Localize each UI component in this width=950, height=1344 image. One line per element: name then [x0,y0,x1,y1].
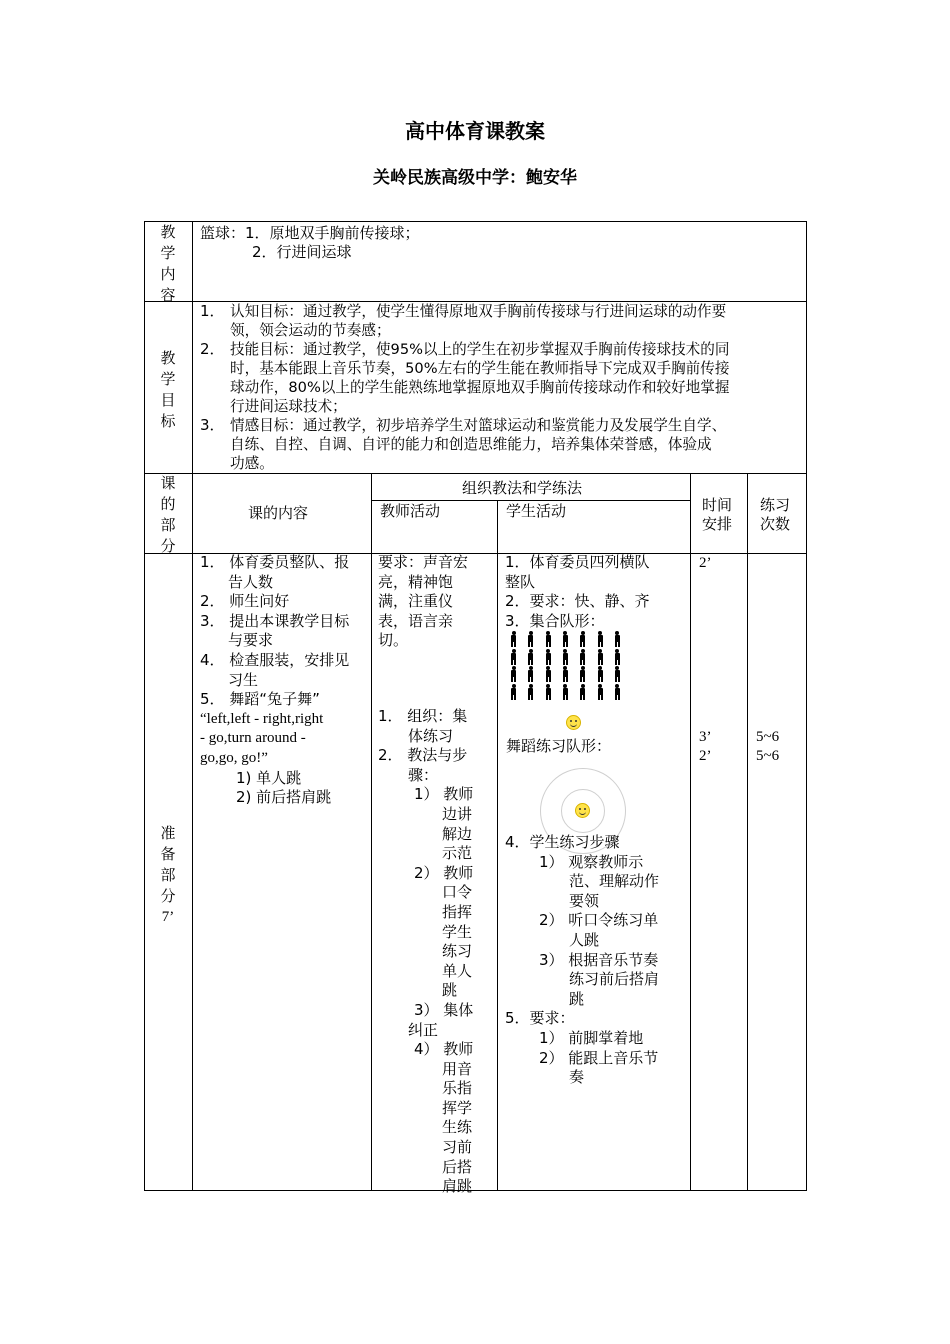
person-icon [579,684,586,700]
time-value-3: 2’ [699,748,712,764]
person-icon [579,631,586,647]
teacher-header: 教师活动 [380,502,441,520]
content-header: 课的内容 [248,504,309,522]
student-step-line: 4．学生练习步骤 [505,833,620,851]
teacher-step-line: 骤： [408,765,439,784]
goal-line: 时，基本能跟上音乐节奏，50%左右的学生能在教师指导下完成双手胸前传接 [230,360,730,377]
prep-content-line: 与要求 [228,631,274,650]
teacher-step-line: 2） 教师 [414,863,474,882]
person-icon [562,631,569,647]
teacher-step-line: 指挥 [442,902,473,921]
person-icon [527,666,534,682]
reps-header-1: 练习 [760,496,791,514]
smiley-icon [566,715,581,730]
student-step-line: 2） 听口令练习单 [539,911,659,930]
teacher-step-line: 肩跳 [442,1177,473,1196]
reps-header-2: 次数 [760,515,791,533]
time-header-2: 安排 [702,515,733,533]
person-icon [614,631,621,647]
goal-item [200,340,804,416]
student-step-line: 练习前后搭肩 [569,970,660,989]
organize-header: 组织教法和学练法 [462,479,583,497]
teacher-requirement-line: 满，注重仪 [378,592,454,611]
person-icon [562,666,569,682]
prep-content-line: 告人数 [228,572,274,591]
person-icon [597,631,604,647]
person-icon [614,666,621,682]
prep-content-line: “left,left - right,right [200,710,324,727]
student-assembly-line: 整队 [505,572,536,591]
reps-value-1: 5~6 [756,729,780,745]
goal-item [200,416,804,473]
student-step-line: 5．要求： [505,1009,575,1028]
teacher-step-line: 1． 组织：集 [378,707,468,725]
prep-content [200,553,368,808]
prep-content-line: 5． 舞蹈“兔子舞” [200,690,320,709]
teacher-step-line: 单人 [442,961,473,980]
person-icon [579,666,586,682]
student-assembly [505,553,688,631]
time-value-1: 2’ [699,555,712,571]
prep-content-line: 2． 师生问好 [200,592,290,611]
student-step-line: 奏 [569,1068,585,1087]
content-row-label: 教 学 内 容 [160,223,176,304]
teacher-step-line: 练习 [442,942,473,961]
prep-content-line: 3． 提出本课教学目标 [200,611,350,630]
goal-line: 行进间运球技术； [230,398,347,415]
student-step-line: 人跳 [569,930,600,949]
prep-part-char: 备 [160,845,176,863]
goal-line: 认知目标：通过教学，使学生懂得原地双手胸前传接球与行进间运球的动作要 [230,303,727,320]
prep-content-line: - go,turn around - [200,730,306,747]
goal-line: 领，领会运动的节奏感； [230,322,391,339]
teacher-step-line: 4） 教师 [414,1040,474,1059]
person-icon [614,649,621,665]
person-icon [614,684,621,700]
goal-item [200,302,804,340]
teacher-step-line: 生练 [442,1118,473,1137]
teacher-step-line: 3） 集体 [414,1000,474,1019]
prep-content-line: 1) 单人跳 [236,768,302,787]
goal-number: 3． [200,416,225,434]
part-header: 课 的 部 分 [160,474,176,555]
person-icon [510,631,517,647]
teacher-step-line: 用音 [442,1059,473,1078]
goal-line: 情感目标：通过教学，初步培养学生对篮球运动和鉴赏能力及发展学生自学、 [230,417,727,434]
student-step-line: 3） 根据音乐节奏 [539,950,659,969]
person-icon [545,666,552,682]
teacher-step-line: 体练习 [408,726,454,745]
person-icon [510,684,517,700]
goal-line: 球动作，80%以上的学生能熟练地掌握原地双手胸前传接球动作和较好地掌握 [230,379,730,396]
content-line-1: 篮球：1．原地双手胸前传接球； [200,224,420,242]
teacher-step-line: 学生 [442,922,473,941]
teacher-step-line: 边讲 [442,804,473,823]
person-icon [579,649,586,665]
formation-diagram [510,631,640,697]
student-step-line: 1） 观察教师示 [539,852,644,871]
teacher-step-line: 习前 [442,1138,473,1157]
teacher-step-line: 乐指 [442,1079,473,1098]
person-icon [562,684,569,700]
teacher-requirement-line: 要求：声音宏 [378,553,469,571]
goal-line: 技能目标：通过教学，使95%以上的学生在初步掌握双手胸前传接球技术的同 [230,341,730,358]
goal-line: 功感。 [230,455,274,472]
teacher-requirement-line: 表，语言亲 [378,611,454,630]
smiley-icon [575,803,590,818]
prep-content-line: 习生 [228,670,259,689]
goal-line: 自练、自控、自调、自评的能力和创造思维能力，培养集体荣誉感，体验成 [230,436,712,453]
prep-content-line: 2) 前后搭肩跳 [236,788,332,807]
person-icon [527,631,534,647]
person-icon [545,631,552,647]
teacher-step-line: 跳 [442,981,458,1000]
goal-number: 1． [200,302,225,320]
student-assembly-line: 1．体育委员四列横队 [505,553,650,571]
student-step-line: 范、理解动作 [569,872,660,891]
prep-content-line: go,go, go!” [200,749,268,766]
goal-number: 2． [200,340,225,358]
student-header: 学生活动 [506,502,567,520]
teacher-step-line: 纠正 [408,1020,439,1039]
person-icon [510,666,517,682]
goals-list [200,302,804,473]
person-icon [510,649,517,665]
prep-part-char: 分 [160,887,176,905]
teacher-step-line: 后搭 [442,1157,473,1176]
person-icon [527,684,534,700]
person-icon [597,666,604,682]
dance-formation-label: 舞蹈练习队形： [506,737,612,755]
person-icon [597,649,604,665]
time-value-2: 3’ [699,729,712,745]
student-assembly-line: 3．集合队形： [505,611,605,630]
prep-part-label [148,823,188,928]
time-header-1: 时间 [702,496,733,514]
teacher-step-line: 挥学 [442,1098,473,1117]
student-step-line: 跳 [569,989,585,1008]
page-subtitle: 关岭民族高级中学：鲍安华 [373,168,577,188]
person-icon [527,649,534,665]
reps-value-2: 5~6 [756,748,780,764]
student-step-line: 要领 [569,891,600,910]
prep-content-line: 4． 检查服装，安排见 [200,650,350,669]
person-icon [562,649,569,665]
teacher-requirement-line: 切。 [378,631,409,650]
teacher-step-line: 示范 [442,844,473,863]
teacher-requirements [378,553,494,651]
prep-part-char: 部 [160,866,176,884]
teacher-step-line: 口令 [442,883,473,902]
teacher-steps [378,707,494,1197]
student-step-line: 2） 能跟上音乐节 [539,1048,659,1067]
person-icon [545,684,552,700]
page-title: 高中体育课教案 [405,119,545,143]
content-line-2: 2．行进间运球 [252,243,352,261]
teacher-step-line: 解边 [442,824,473,843]
teacher-requirement-line: 亮，精神饱 [378,572,454,591]
student-steps [505,833,688,1088]
teacher-step-line: 1） 教师 [414,785,474,804]
student-step-line: 1） 前脚掌着地 [539,1028,644,1047]
goals-row-label: 教 学 目 标 [160,349,176,430]
prep-part-char: 7’ [161,909,175,925]
prep-part-char: 准 [160,824,176,842]
teacher-step-line: 2． 教法与步 [378,746,468,765]
student-assembly-line: 2．要求：快、静、齐 [505,592,650,611]
person-icon [597,684,604,700]
person-icon [545,649,552,665]
prep-content-line: 1． 体育委员整队、报 [200,553,350,571]
